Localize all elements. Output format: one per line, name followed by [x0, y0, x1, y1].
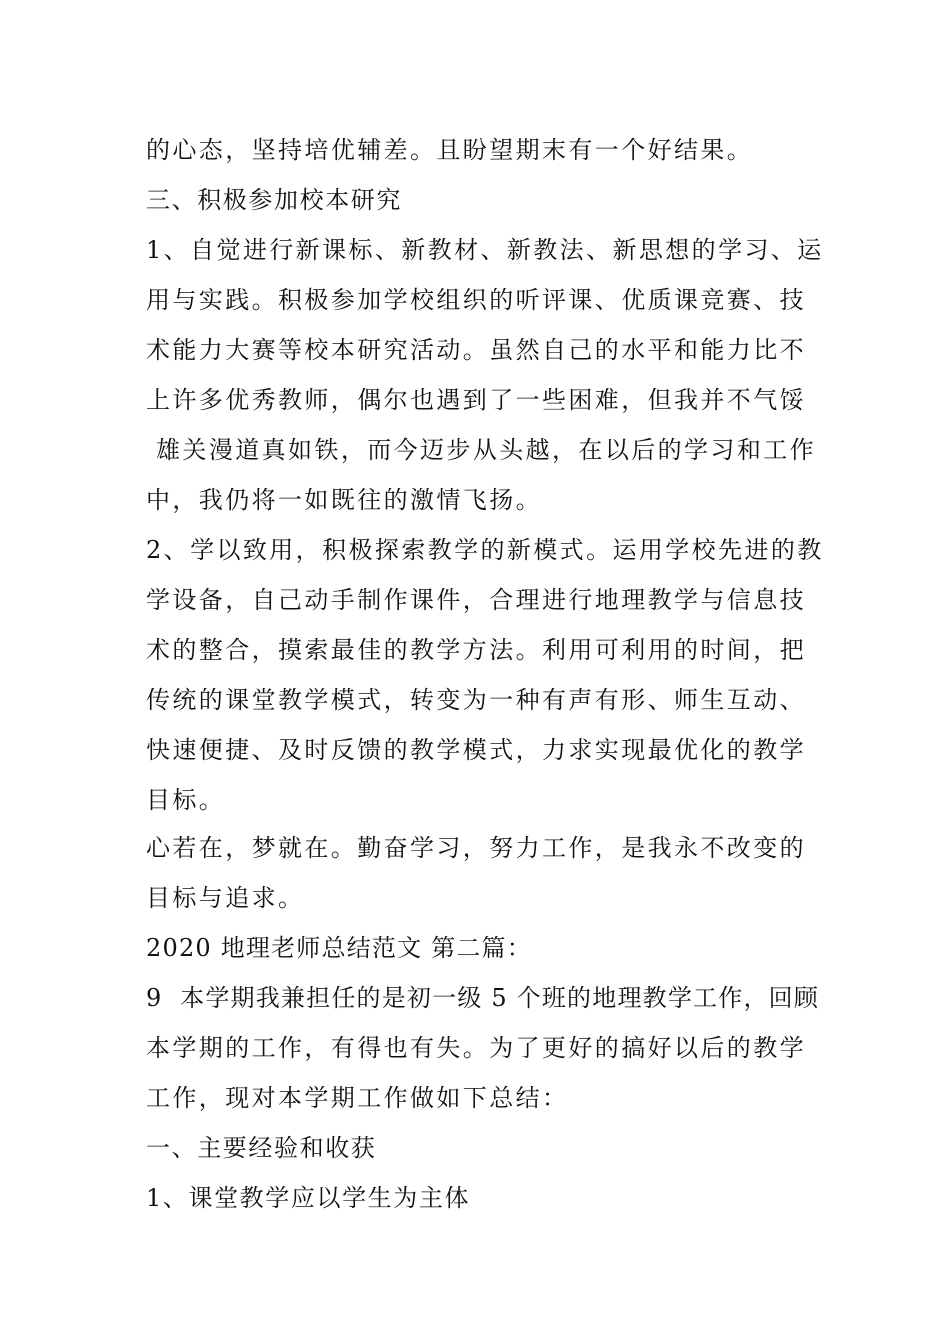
- text-line: 目标与追求。: [146, 884, 305, 912]
- text-line: 目标。: [146, 786, 226, 814]
- text-line: 2、学以致用，积极探索教学的新模式。运用学校先进的教: [146, 536, 824, 564]
- section-heading: 三、积极参加校本研究: [146, 186, 402, 214]
- section-heading: 一、主要经验和收获: [146, 1134, 377, 1162]
- text-line: 1、自觉进行新课标、新教材、新教法、新思想的学习、运: [146, 236, 824, 264]
- text-line: 快速便捷、及时反馈的教学模式，力求实现最优化的教学: [146, 736, 806, 764]
- text-line: 工作，现对本学期工作做如下总结：: [146, 1084, 569, 1112]
- text-line: 术能力大赛等校本研究活动。虽然自己的水平和能力比不: [146, 336, 806, 364]
- text-line: 本学期的工作，有得也有失。为了更好的搞好以后的教学: [146, 1034, 806, 1062]
- subsection-heading: 1、课堂教学应以学生为主体: [146, 1184, 471, 1212]
- article-title: 2020 地理老师总结范文 第二篇：: [146, 934, 532, 962]
- text-line: 用与实践。积极参加学校组织的听评课、优质课竞赛、技: [146, 286, 806, 314]
- text-line: 雄关漫道真如铁，而今迈步从头越，在以后的学习和工作: [146, 436, 817, 464]
- text-line: 9 本学期我兼担任的是初一级 5 个班的地理教学工作，回顾: [146, 984, 820, 1012]
- text-line: 传统的课堂教学模式，转变为一种有声有形、师生互动、: [146, 686, 806, 714]
- text-line: 中，我仍将一如既往的激情飞扬。: [146, 486, 542, 514]
- text-line: 术的整合，摸索最佳的教学方法。利用可利用的时间，把: [146, 636, 806, 664]
- text-line: 心若在，梦就在。勤奋学习，努力工作，是我永不改变的: [146, 834, 806, 862]
- text-line: 的心态，坚持培优辅差。且盼望期末有一个好结果。: [146, 136, 754, 164]
- text-line: 学设备，自己动手制作课件，合理进行地理教学与信息技: [146, 586, 806, 614]
- text-line: 上许多优秀教师，偶尔也遇到了一些困难，但我并不气馁: [146, 386, 806, 414]
